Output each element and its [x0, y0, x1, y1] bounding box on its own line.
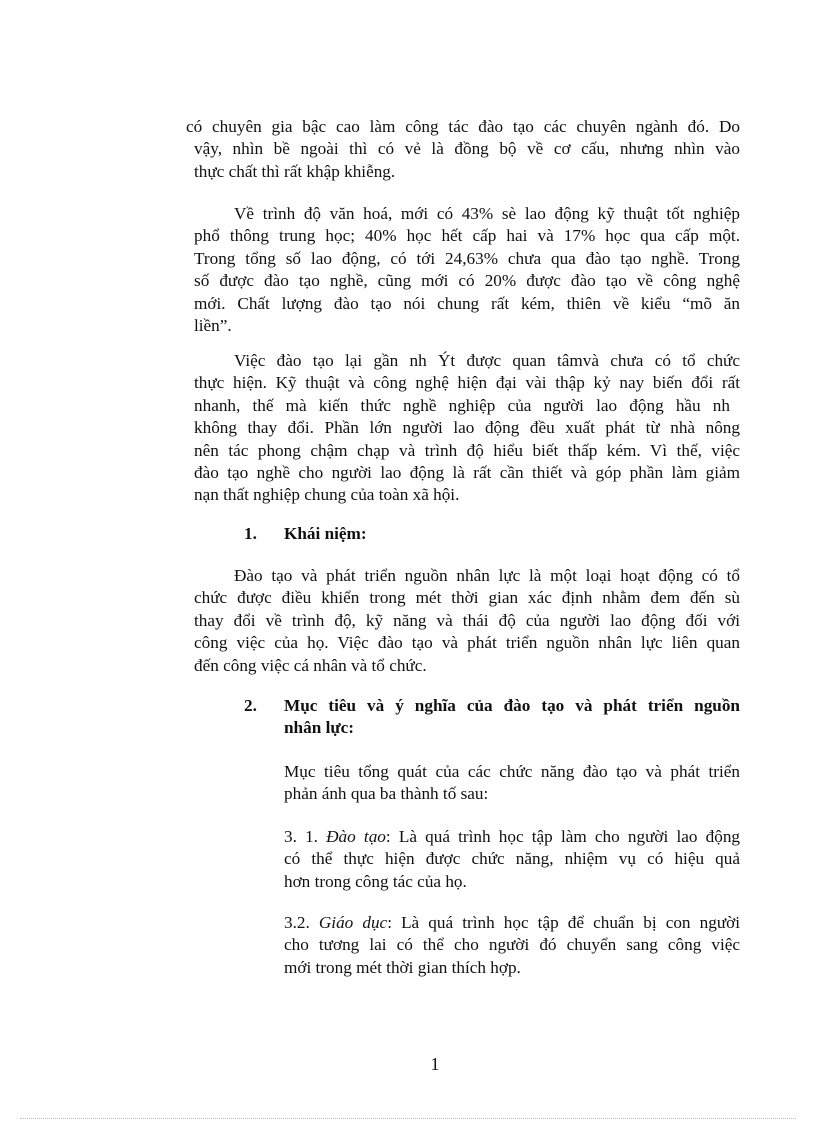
item-term: Đào tạo: [326, 827, 386, 846]
text-line: nhanh, thế mà kiến thức nghề nghiệp của người lao động hầu nh: [194, 395, 730, 415]
heading-line: nhân lực:: [284, 718, 355, 738]
item-education: [284, 912, 740, 979]
text-line: liền”.: [194, 316, 232, 336]
text-line: thay đổi về trình độ, kỹ năng và thái độ của người lao động đối với: [194, 610, 740, 630]
text-line: hơn trong công tác của họ.: [284, 871, 467, 891]
text-line: không thay đổi. Phần lớn người lao động đều xuất phát từ nhà nông: [194, 418, 740, 438]
text-line: Về trình độ văn hoá, mới có 43% sè lao động kỹ thuật tốt nghiệp: [234, 204, 740, 223]
page-number: 1: [430, 1054, 440, 1074]
text-line: [284, 912, 740, 934]
text-line: đào tạo nghề cho người lao động là rất cần thiết và góp phần làm giảm: [194, 463, 740, 483]
text-line: có chuyên gia bậc cao làm công tác đào tạo các chuyên ngành đó. Do: [186, 117, 740, 136]
heading-line: Mục tiêu và ý nghĩa của đào tạo và phát triển nguồn: [284, 696, 740, 715]
text-line: công việc của họ. Việc đào tạo và phát triển nguồn nhân lực liên quan: [194, 633, 740, 653]
item-text: : Là quá trình học tập để chuẩn bị con người: [387, 913, 740, 932]
text-line: nạn thất nghiệp chung của toàn xã hội.: [194, 485, 460, 505]
text-line: mới trong mét thời gian thích hợp.: [284, 957, 521, 977]
text-line: vậy, nhìn bề ngoài thì có vẻ là đồng bộ về cơ cấu, nhưng nhìn vào: [194, 139, 740, 159]
item-prefix: 3. 1.: [284, 827, 327, 846]
text-line: Trong tổng số lao động, có tới 24,63% chưa qua đào tạo nghề. Trong: [194, 248, 740, 268]
paragraph-retraining: [194, 350, 740, 507]
text-line: cho tương lai có thể cho người đó chuyển sang công việc: [284, 935, 740, 955]
text-line: có thể thực hiện được chức năng, nhiệm vụ có hiệu quả: [284, 849, 740, 869]
paragraph-definition: [194, 565, 740, 677]
intro-paragraph: [186, 116, 740, 183]
text-line: phổ thông trung học; 40% học hết cấp hai và 17% học qua cấp một.: [194, 226, 740, 246]
text-line: đến công việc cá nhân và tổ chức.: [194, 655, 427, 675]
section-heading: Khái niệm:: [284, 524, 367, 543]
text-line: chức được điều khiển trong mét thời gian xác định nhằm đem đến sù: [194, 588, 740, 608]
text-line: [284, 826, 740, 848]
text-line: Mục tiêu tổng quát của các chức năng đào tạo và phát triển: [284, 762, 740, 781]
item-prefix: 3.2.: [284, 913, 319, 932]
text-line: thực hiện. Kỹ thuật và công nghệ hiện đại vài thập kỷ nay biến đổi rất: [194, 373, 740, 393]
text-line: nên tác phong chậm chạp và trình độ hiểu biết thấp kém. Vì thế, việc: [194, 440, 740, 460]
paragraph-objectives: [284, 761, 740, 806]
paragraph-education-level: [194, 203, 740, 337]
section-number: 1.: [244, 524, 257, 543]
text-line: số được đào tạo nghề, cũng mới có 20% được đào tạo về công nghệ: [194, 271, 740, 291]
item-training: [284, 826, 740, 893]
item-term: Giáo dục: [318, 913, 388, 932]
text-line: Đào tạo và phát triển nguồn nhân lực là một loại hoạt động có tổ: [234, 566, 740, 585]
page-edge-divider: [20, 1118, 796, 1119]
text-line: mới. Chất lượng đào tạo nói chung rất kém, thiên về kiểu “mõ ăn: [194, 293, 740, 313]
section-number: 2.: [244, 696, 257, 715]
item-text: : Là quá trình học tập làm cho người lao động: [385, 827, 741, 846]
text-line: phản ánh qua ba thành tố sau:: [284, 784, 489, 804]
section-heading: [284, 695, 740, 740]
text-line: Việc đào tạo lại gần nh Ýt được quan tâmvà chưa có tổ chức: [234, 351, 740, 370]
text-line: thực chất thì rất khập khiễng.: [194, 161, 396, 181]
